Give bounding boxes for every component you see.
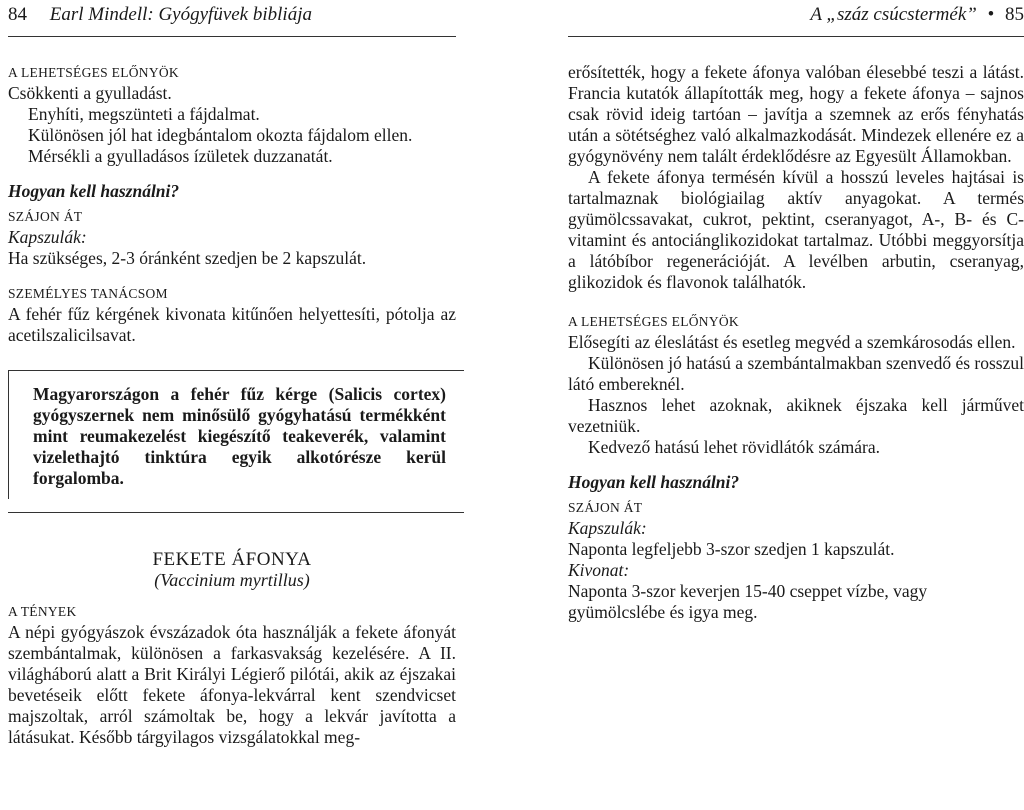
header-bullet: • — [987, 4, 995, 25]
extract-label: Kivonat: — [568, 560, 630, 580]
capsules-label: Kapszulák: — [568, 518, 647, 538]
benefit-item: Különösen jól hat idegbántalom okozta fájdalom ellen. — [28, 125, 413, 145]
right-body — [568, 62, 1024, 623]
benefit-item: Kedvező hatású lehet rövidlátók számára. — [588, 437, 881, 457]
capsules-text: Naponta legfeljebb 3-szor szedjen 1 kapszulát. — [568, 539, 895, 559]
entry-subtitle: (Vaccinium myrtillus) — [154, 570, 310, 590]
howto-heading: Hogyan kell használni? — [568, 472, 740, 492]
paragraph: A fekete áfonya termésén kívül a hosszú leveles hajtásai is tartalmaznak biológiailag aktív anyagokat. A termés gyümölcssavakat, cukrot, pektint, cseranyagot, A-, B- és C-vitamint és antociánglikozidokat tartalmaz. Utóbbi meggyorsítja a látóbíbor regenerációját. A levélben arbutin, cseranyag, glikozidok és flavonok találhatók. — [568, 167, 1024, 292]
left-running-title: Earl Mindell: Gyógyfüvek bibliája — [49, 4, 312, 25]
left-page — [8, 0, 456, 747]
left-body — [8, 62, 456, 748]
oral-heading: SZÁJON ÁT — [8, 209, 83, 224]
capsules-label: Kapszulák: — [8, 227, 87, 247]
benefits-heading: A LEHETSÉGES ELŐNYÖK — [568, 314, 739, 329]
right-page-number: 85 — [1005, 4, 1024, 25]
benefit-item: Hasznos lehet azoknak, akiknek éjszaka kell járművet vezetniük. — [568, 395, 1024, 436]
advice-text: A fehér fűz kérgének kivonata kitűnően helyettesíti, pótolja az acetilszalicilsavat. — [8, 304, 456, 345]
entry-title: FEKETE ÁFONYA — [152, 549, 312, 570]
right-running-title: A „száz csúcstermék” — [810, 4, 977, 25]
extract-text: Naponta 3-szor keverjen 15-40 cseppet vízbe, vagy gyümölcslébe és igya meg. — [568, 581, 928, 622]
benefit-item: Elősegíti az éleslátást és esetleg megvéd a szemkárosodás ellen. — [568, 332, 1016, 352]
info-box-bottom-rule — [8, 512, 464, 513]
right-page — [568, 0, 1024, 622]
advice-heading: SZEMÉLYES TANÁCSOM — [8, 286, 168, 301]
info-box-top-rule — [8, 370, 464, 371]
right-header — [568, 0, 1024, 30]
oral-heading: SZÁJON ÁT — [568, 500, 643, 515]
facts-heading: A TÉNYEK — [8, 604, 77, 619]
benefit-item: Enyhíti, megszünteti a fájdalmat. — [28, 104, 260, 124]
right-header-rule — [568, 36, 1024, 37]
howto-heading: Hogyan kell használni? — [8, 181, 180, 201]
left-page-number: 84 — [8, 4, 27, 25]
benefit-item: Különösen jó hatású a szembántalmakban szenvedő és rosszul látó embereknél. — [568, 353, 1024, 394]
paragraph: erősítették, hogy a fekete áfonya valóban élesebbé teszi a látást. Francia kutatók állapították meg, hogy a fekete áfonya – sajnos csak rövid ideig tartóan – javítja a szemnek az erős fényhatás után a sötétséghez való alkalmazkodását. Mindezek ellenére ez a gyógynövény nem talált érdeklődésre az Egyesült Államokban. — [568, 62, 1024, 166]
benefits-heading: A LEHETSÉGES ELŐNYÖK — [8, 65, 179, 80]
benefit-item: Csökkenti a gyulladást. — [8, 83, 172, 103]
left-header-rule — [8, 36, 456, 37]
capsules-text: Ha szükséges, 2-3 óránként szedjen be 2 kapszulát. — [8, 248, 367, 268]
benefit-item: Mérsékli a gyulladásos ízületek duzzanatát. — [28, 146, 333, 166]
info-box — [8, 370, 456, 499]
facts-text: A népi gyógyászok évszázadok óta használják a fekete áfonyát szembántalmak, különösen a farkasvakság kezelésére. A II. világháború alatt a Brit Királyi Légierő pilótái, akik az éjszakai bevetéseik előtt fekete áfonya-lekvárral kent szendvicset majszoltak, arról számoltak be, hogy a lekvár javította a látásukat. Később tárgyilagos vizsgálatokkal meg- — [8, 622, 456, 747]
left-header — [8, 0, 456, 30]
info-box-text: Magyarországon a fehér fűz kérge (Salicis cortex) gyógyszernek nem minősülő gyógyhatású termékként mint reumakezelést kiegészítő teakeverék, valamint vizelethajtó tinktúra egyik alkotórésze kerül forgalomba. — [33, 384, 446, 488]
